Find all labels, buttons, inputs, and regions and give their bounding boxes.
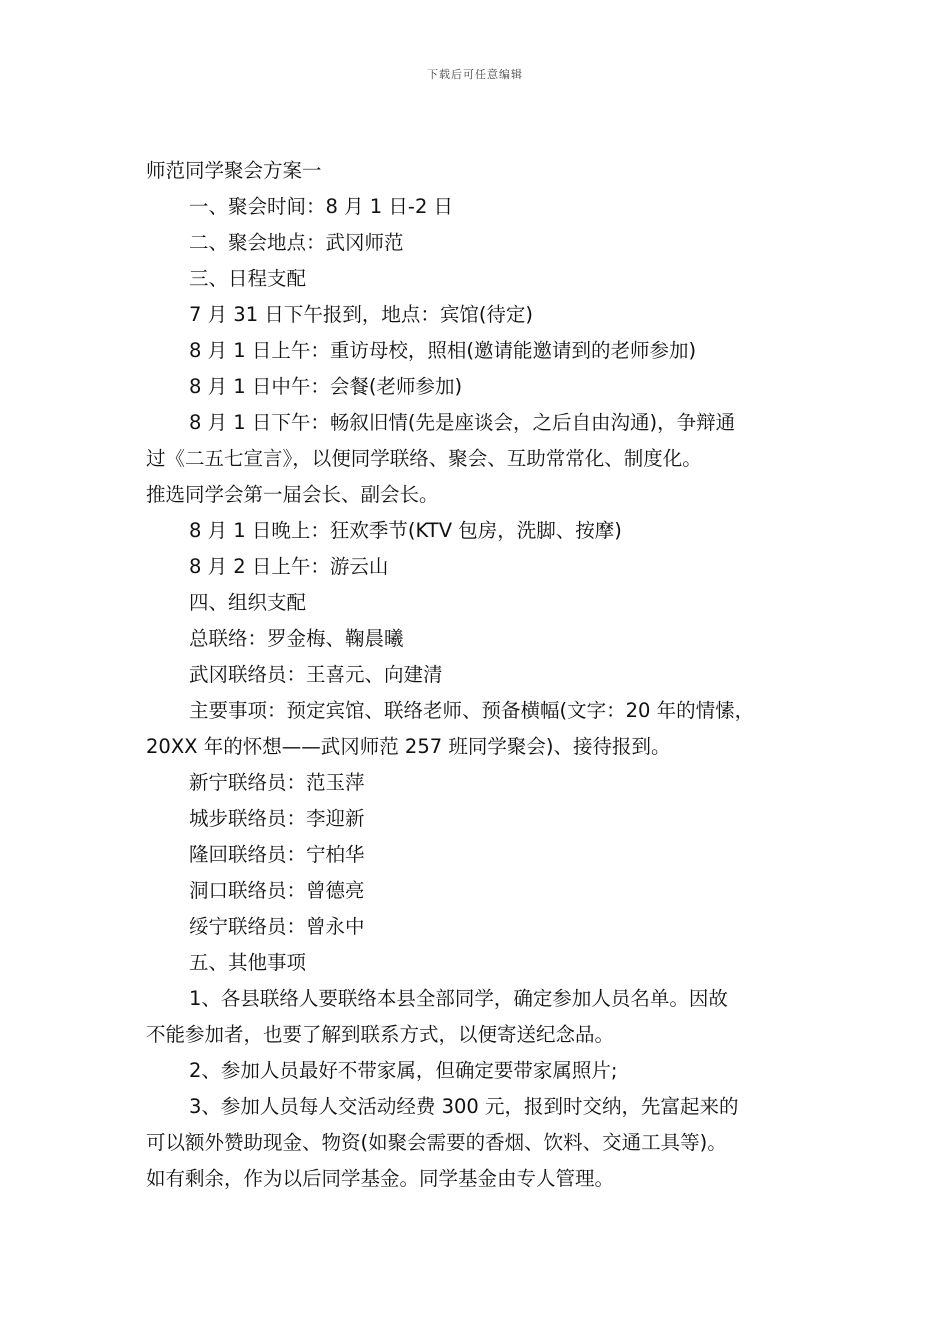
paragraph-line: 1、各县联络人要联络本县全部同学，确定参加人员名单。因故 <box>189 987 728 1010</box>
header-note: 下载后可任意编辑 <box>427 68 523 81</box>
paragraph-line: 二、聚会地点：武冈师范 <box>189 231 404 254</box>
paragraph-line: 绥宁联络员：曾永中 <box>189 915 365 938</box>
paragraph-line: 四、组织支配 <box>189 591 307 614</box>
paragraph-line: 五、其他事项 <box>189 951 307 974</box>
paragraph-line: 8 月 1 日晚上：狂欢季节(KTV 包房，洗脚、按摩) <box>189 519 622 542</box>
paragraph-line: 8 月 1 日上午：重访母校，照相(邀请能邀请到的老师参加) <box>189 339 697 362</box>
paragraph-line: 总联络：罗金梅、鞠晨曦 <box>189 627 404 650</box>
paragraph-line: 8 月 1 日下午：畅叙旧情(先是座谈会，之后自由沟通)，争辩通 <box>189 411 736 434</box>
document-title: 师范同学聚会方案一 <box>146 159 322 182</box>
paragraph-line: 如有剩余，作为以后同学基金。同学基金由专人管理。 <box>146 1167 615 1190</box>
document-body <box>146 153 826 1197</box>
paragraph-line: 2、参加人员最好不带家属，但确定要带家属照片; <box>189 1059 618 1082</box>
paragraph-line: 可以额外赞助现金、物资(如聚会需要的香烟、饮料、交通工具等)。 <box>146 1131 727 1154</box>
paragraph-line: 一、聚会时间：8 月 1 日-2 日 <box>189 195 454 218</box>
paragraph-line: 主要事项：预定宾馆、联络老师、预备横幅(文字：20 年的情愫， <box>189 699 755 722</box>
paragraph-line: 洞口联络员：曾德亮 <box>189 879 365 902</box>
paragraph-line: 新宁联络员：范玉萍 <box>189 771 365 794</box>
paragraph-line: 三、日程支配 <box>189 267 307 290</box>
paragraph-line: 8 月 2 日上午：游云山 <box>189 555 389 578</box>
paragraph-line: 7 月 31 日下午报到，地点：宾馆(待定) <box>189 303 534 326</box>
paragraph-line: 20XX 年的怀想——武冈师范 257 班同学聚会)、接待报到。 <box>146 735 671 758</box>
paragraph-line: 隆回联络员：宁柏华 <box>189 843 365 866</box>
paragraph-line: 城步联络员：李迎新 <box>189 807 365 830</box>
paragraph-line: 3、参加人员每人交活动经费 300 元，报到时交纳，先富起来的 <box>189 1095 739 1118</box>
paragraph-line: 推选同学会第一届会长、副会长。 <box>146 483 439 506</box>
paragraph-line: 过《二五七宣言》，以便同学联络、聚会、互助常常化、制度化。 <box>146 447 702 470</box>
paragraph-line: 不能参加者，也要了解到联系方式，以便寄送纪念品。 <box>146 1023 615 1046</box>
paragraph-line: 武冈联络员：王喜元、向建清 <box>189 663 443 686</box>
paragraph-line: 8 月 1 日中午：会餐(老师参加) <box>189 375 463 398</box>
